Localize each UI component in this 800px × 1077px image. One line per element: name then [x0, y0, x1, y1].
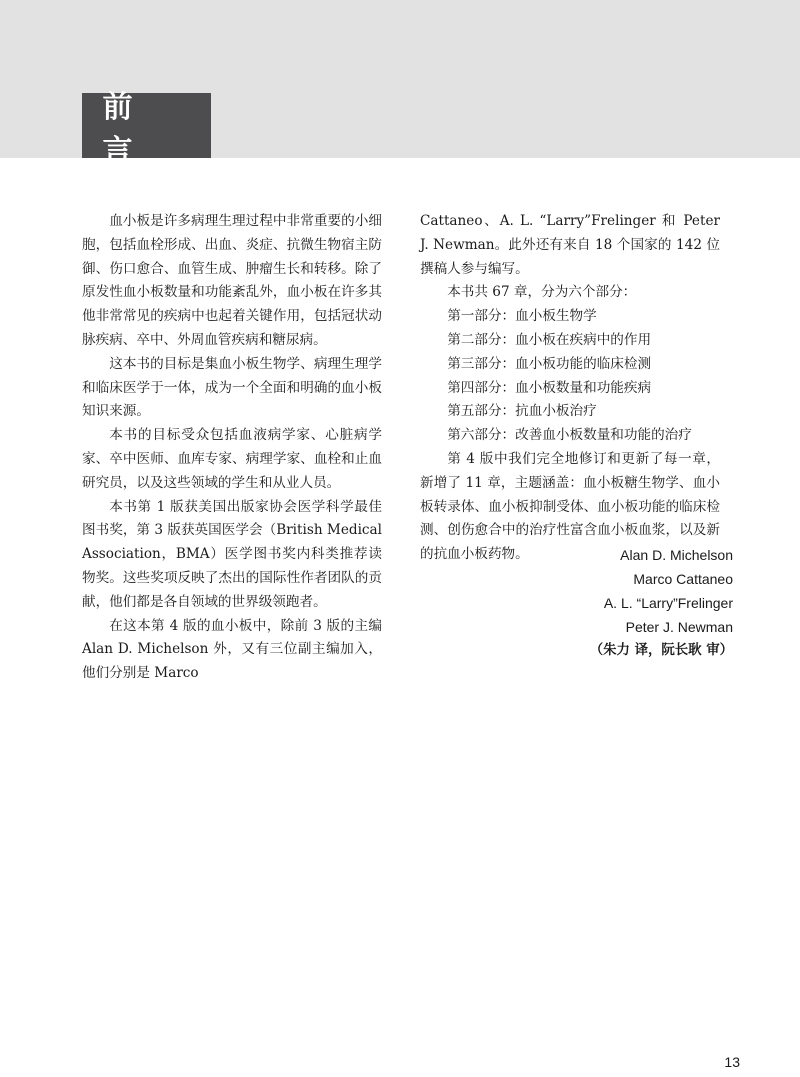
part-2: 第二部分：血小板在疾病中的作用: [447, 331, 652, 348]
paragraph-audience: 本书的目标受众包括血液病学家、心脏病学家、卒中医师、血库专家、病理学家、血栓和止血研究员，以及这些领域的学生和从业人员。: [82, 427, 382, 491]
page-title: 前 言: [82, 93, 211, 158]
paragraph-awards: 本书第 1 版获美国出版家协会医学科学最佳图书奖，第 3 版获英国医学会（British Medical Association，BMA）医学图书奖内科类推荐读物奖。这些奖项反映了杰出的国际性作者团队的贡献，他们都是各自领域的世界级领跑者。: [82, 498, 382, 610]
page-number: 13: [724, 1054, 740, 1070]
paragraph-editors: 在这本第 4 版的血小板中，除前 3 版的主编 Alan D. Michelson 外，又有三位副主编加入，他们分别是 Marco: [82, 617, 382, 682]
paragraph-overview: 本书共 67 章，分为六个部分：: [447, 284, 637, 301]
paragraph-goal: 这本书的目标是集血小板生物学、病理生理学和临床医学于一体，成为一个全面和明确的血小板知识来源。: [82, 355, 382, 420]
part-1: 第一部分：血小板生物学: [447, 308, 597, 325]
editor-name: Marco Cattaneo: [633, 571, 733, 587]
paragraph-editors-continued: Cattaneo、A. L. “Larry”Frelinger 和 Peter J. Newman。此外还有来自 18 个国家的 142 位撰稿人参与编写。: [420, 213, 720, 277]
editor-name: Alan D. Michelson: [620, 547, 733, 563]
paragraph-revision: 第 4 版中我们完全地修订和更新了每一章，新增了 11 章，主题涵盖：血小板糖生物学、血小板转录体、血小板抑制受体、血小板功能的临床检测、创伤愈合中的治疗性富含血小板血浆，以及新的抗血小板药物。: [420, 450, 720, 563]
paragraph-intro: 血小板是许多病理生理过程中非常重要的小细胞，包括血栓形成、出血、炎症、抗微生物宿主防御、伤口愈合、血管生成、肿瘤生长和转移。除了原发性血小板数量和功能紊乱外，血小板在许多其他非常常见的疾病中也起着关键作用，包括冠状动脉疾病、卒中、外周血管疾病和糖尿病。: [82, 213, 382, 348]
right-column: [420, 210, 720, 567]
left-column: [82, 210, 382, 686]
part-6: 第六部分：改善血小板数量和功能的治疗: [447, 427, 692, 444]
editor-name: A. L. “Larry”Frelinger: [603, 595, 733, 611]
part-5: 第五部分：抗血小板治疗: [447, 403, 597, 420]
signature-block: [420, 543, 733, 663]
part-4: 第四部分：血小板数量和功能疾病: [447, 379, 652, 396]
translator-credit: （朱力 译，阮长耿 审）: [589, 643, 733, 658]
part-3: 第三部分：血小板功能的临床检测: [447, 355, 652, 372]
editor-name: Peter J. Newman: [625, 619, 733, 635]
